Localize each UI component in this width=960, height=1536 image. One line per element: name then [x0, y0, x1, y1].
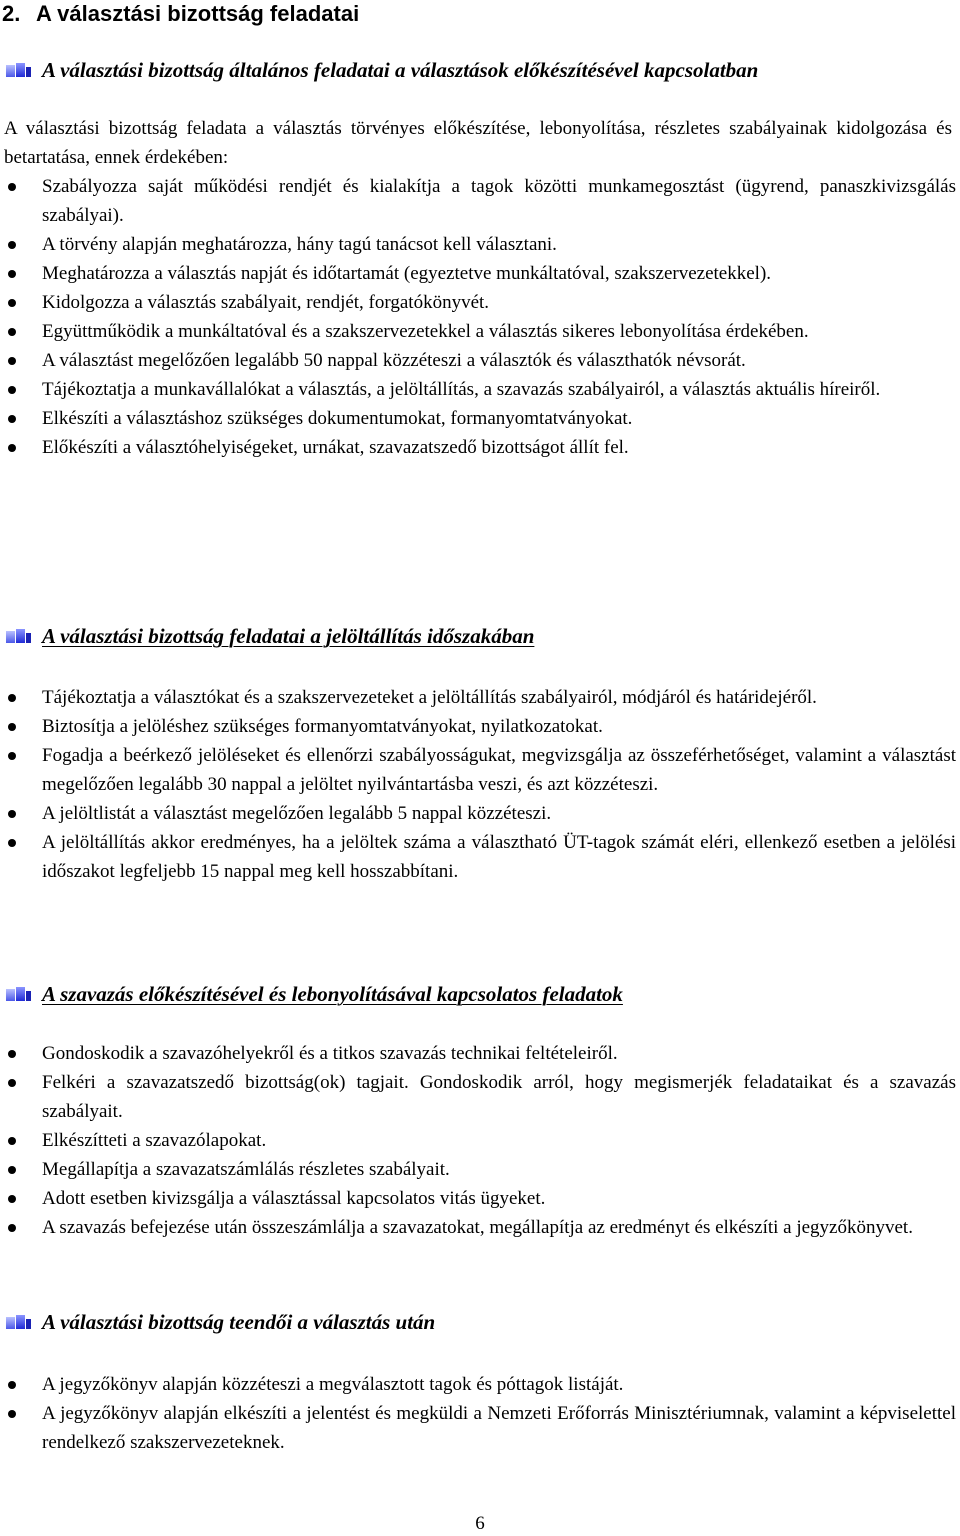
list-item: Együttműködik a munkáltatóval és a szakszervezetekkel a választás sikeres lebonyolítása érdekében.: [0, 317, 956, 346]
page-number: 6: [475, 1513, 485, 1534]
bullet-icon: [8, 270, 16, 278]
bullet-icon: [8, 723, 16, 731]
bullet-icon: [8, 444, 16, 452]
section-heading-voting: [0, 980, 623, 1008]
list-item: Tájékoztatja a munkavállalókat a választás, a jelöltállítás, a szavazás szabályairól, a választás aktuális híreiről.: [0, 375, 956, 404]
list-item: Gondoskodik a szavazóhelyekről és a titkos szavazás technikai feltételeiről.: [0, 1039, 956, 1068]
bullet-icon: [8, 328, 16, 336]
section-bullet-icon: [6, 63, 32, 77]
list-item: Kidolgozza a választás szabályait, rendjét, forgatókönyvét.: [0, 288, 956, 317]
list-item: Szabályozza saját működési rendjét és kialakítja a tagok közötti munkamegosztást (ügyrend, panaszkivizsgálás szabályai).: [0, 172, 956, 230]
section-heading-nomination: [0, 622, 534, 650]
section-bullet-icon: [6, 1315, 32, 1329]
bullet-icon: [8, 415, 16, 423]
title-number: 2.: [2, 1, 21, 26]
list-item: A jegyzőkönyv alapján elkészíti a jelentést és megküldi a Nemzeti Erőforrás Minisztériumnak, valamint a képviselettel rendelkező szakszervezeteknek.: [0, 1399, 956, 1457]
list-item: Biztosítja a jelöléshez szükséges formanyomtatványokat, nyilatkozatokat.: [0, 712, 956, 741]
section-intro-paragraph: A választási bizottság feladata a választás törvényes előkészítése, lebonyolítása, részletes szabályainak kidolgozása és betartatása, ennek érdekében:: [4, 118, 952, 168]
bullet-icon: [8, 1050, 16, 1058]
bullet-icon: [8, 1137, 16, 1145]
list-item: Megállapítja a szavazatszámlálás részletes szabályait.: [0, 1155, 956, 1184]
voting-tasks-list: [0, 1039, 956, 1242]
bullet-icon: [8, 1166, 16, 1174]
bullet-icon: [8, 241, 16, 249]
list-item: Fogadja a beérkező jelöléseket és ellenőrzi szabályosságukat, megvizsgálja az összeférhetőséget, valamint a választást megelőzően legalább 30 nappal a jelöltet nyilvántartásba veszi, és azt közzéteszi.: [0, 741, 956, 799]
list-item: A törvény alapján meghatározza, hány tagú tanácsot kell választani.: [0, 230, 956, 259]
bullet-icon: [8, 752, 16, 760]
list-item: Elkészíti a választáshoz szükséges dokumentumokat, formanyomtatványokat.: [0, 404, 956, 433]
section-heading-text: A szavazás előkészítésével és lebonyolításával kapcsolatos feladatok: [42, 981, 623, 1006]
nomination-tasks-list: [0, 683, 956, 886]
after-election-tasks-list: [0, 1370, 956, 1457]
bullet-icon: [8, 1195, 16, 1203]
bullet-icon: [8, 1079, 16, 1087]
list-item: A jelöltlistát a választást megelőzően legalább 5 nappal közzéteszi.: [0, 799, 956, 828]
bullet-icon: [8, 1224, 16, 1232]
list-item: A jegyzőkönyv alapján közzéteszi a megválasztott tagok és póttagok listáját.: [0, 1370, 956, 1399]
bullet-icon: [8, 839, 16, 847]
bullet-icon: [8, 810, 16, 818]
bullet-icon: [8, 357, 16, 365]
bullet-icon: [8, 299, 16, 307]
list-item: Meghatározza a választás napját és időtartamát (egyeztetve munkáltatóval, szakszervezetekkel).: [0, 259, 956, 288]
list-item: Adott esetben kivizsgálja a választással kapcsolatos vitás ügyeket.: [0, 1184, 956, 1213]
bullet-icon: [8, 1381, 16, 1389]
general-tasks-list: [0, 172, 956, 462]
section-heading-text: A választási bizottság feladatai a jelöltállítás időszakában: [42, 623, 535, 648]
list-item: Tájékoztatja a választókat és a szakszervezeteket a jelöltállítás szabályairól, módjáról és határidejéről.: [0, 683, 956, 712]
bullet-icon: [8, 1410, 16, 1418]
bullet-icon: [8, 694, 16, 702]
list-item: A választást megelőzően legalább 50 nappal közzéteszi a választók és választhatók névsorát.: [0, 346, 956, 375]
bullet-icon: [8, 183, 16, 191]
list-item: Felkéri a szavazatszedő bizottság(ok) tagjait. Gondoskodik arról, hogy megismerjék feladataikat és a szavazás szabályait.: [0, 1068, 956, 1126]
section-heading-text: A választási bizottság teendői a választás után: [42, 1309, 436, 1334]
list-item: Előkészíti a választóhelyiségeket, urnákat, szavazatszedő bizottságot állít fel.: [0, 433, 956, 462]
list-item: Elkészítteti a szavazólapokat.: [0, 1126, 956, 1155]
document-title: [2, 0, 359, 28]
title-text: A választási bizottság feladatai: [36, 1, 360, 26]
section-heading-after-election: [0, 1308, 435, 1336]
section-heading-general: [0, 56, 758, 84]
section-bullet-icon: [6, 629, 32, 643]
list-item: A szavazás befejezése után összeszámlálja a szavazatokat, megállapítja az eredményt és elkészíti a jegyzőkönyvet.: [0, 1213, 956, 1242]
list-item: A jelöltállítás akkor eredményes, ha a jelöltek száma a választható ÜT-tagok számát eléri, ellenkező esetben a jelölési időszakot legfeljebb 15 nappal meg kell hosszabbítani.: [0, 828, 956, 886]
bullet-icon: [8, 386, 16, 394]
section-heading-text: A választási bizottság általános feladatai a választások előkészítésével kapcsolatban: [42, 57, 759, 82]
section-bullet-icon: [6, 987, 32, 1001]
